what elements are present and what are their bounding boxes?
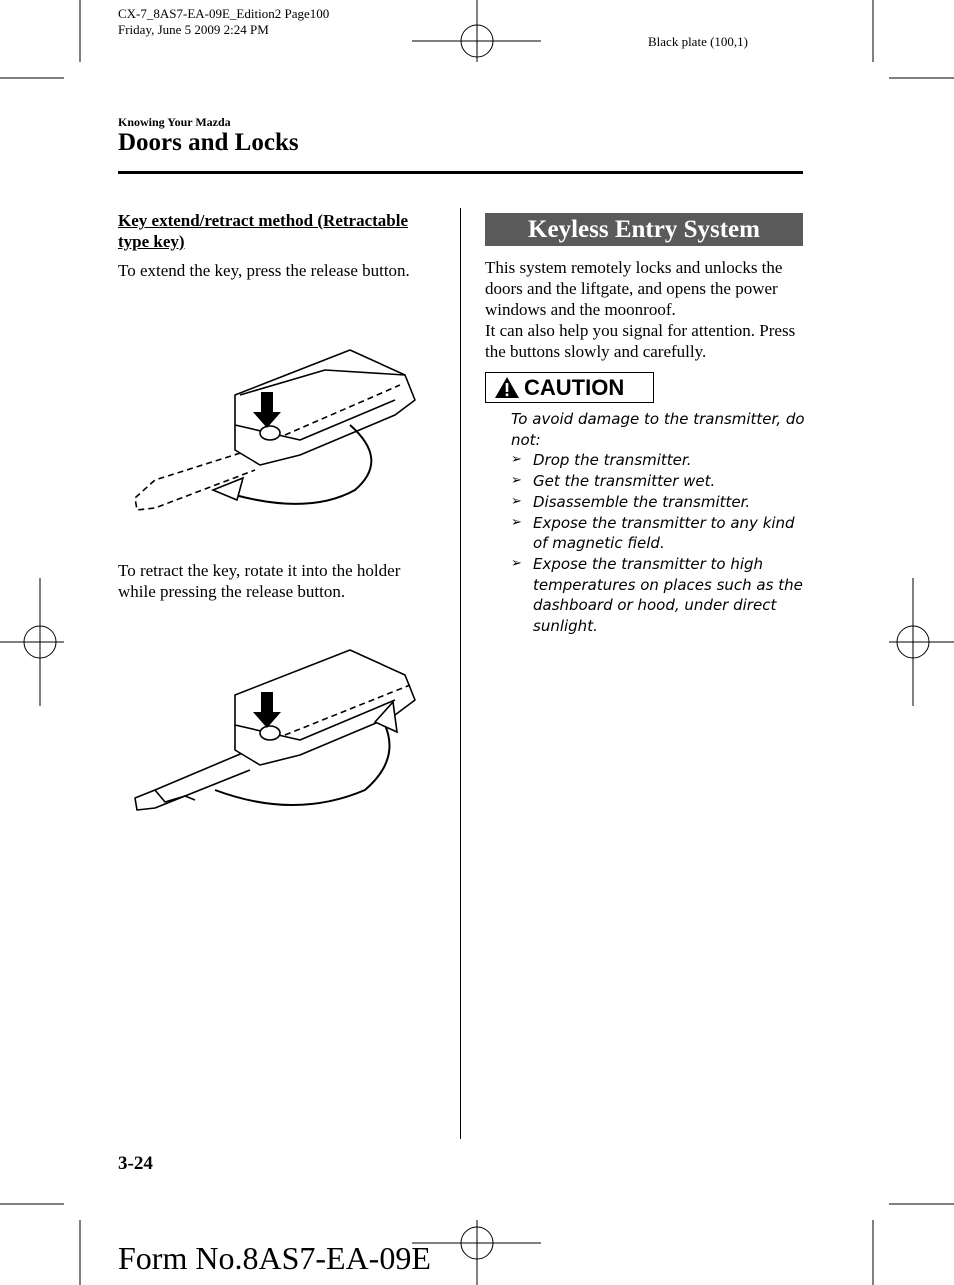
print-header — [118, 6, 329, 38]
arrow-bullet-icon: ➢ — [511, 555, 522, 571]
key-extend-illustration — [125, 340, 425, 520]
section-label: Knowing Your Mazda — [118, 115, 231, 129]
column-divider — [460, 208, 461, 1139]
extend-instruction: To extend the key, press the release button. — [118, 261, 410, 280]
key-method-subheading: Key extend/retract method (Retractable type key) — [118, 211, 408, 251]
key-retract-illustration — [125, 640, 425, 820]
caution-label: CAUTION — [524, 374, 625, 400]
arrow-bullet-icon: ➢ — [511, 452, 522, 468]
caution-box — [485, 372, 654, 403]
caution-item: Expose the transmitter to high temperatures on places such as the dashboard or hood, under direct sunlight. — [533, 554, 803, 636]
page-number: 3-24 — [118, 1153, 153, 1174]
warning-icon — [494, 376, 520, 399]
caution-list — [511, 450, 811, 636]
form-number: Form No.8AS7-EA-09E — [118, 1240, 431, 1276]
intro-paragraph: It can also help you signal for attention. Press the buttons slowly and carefully. — [485, 321, 796, 361]
keyless-intro — [485, 257, 803, 362]
keyless-entry-banner: Keyless Entry System — [485, 213, 803, 246]
plate-info: Black plate (100,1) — [648, 34, 748, 49]
caution-item: Drop the transmitter. — [533, 451, 692, 470]
list-item — [511, 471, 811, 492]
print-header-line1: CX-7_8AS7-EA-09E_Edition2 Page100 — [118, 6, 330, 21]
page-title: Doors and Locks — [118, 129, 299, 156]
list-item — [511, 492, 811, 513]
arrow-bullet-icon: ➢ — [511, 514, 522, 530]
caution-item: Expose the transmitter to any kind of magnetic field. — [533, 513, 795, 553]
print-header-line2: Friday, June 5 2009 2:24 PM — [118, 22, 269, 37]
arrow-bullet-icon: ➢ — [511, 493, 522, 509]
caution-item: Disassemble the transmitter. — [533, 492, 751, 511]
arrow-bullet-icon: ➢ — [511, 473, 522, 489]
list-item — [511, 554, 811, 637]
list-item — [511, 450, 811, 471]
retract-instruction: To retract the key, rotate it into the holder while pressing the release button. — [118, 561, 401, 601]
caution-text — [511, 409, 811, 637]
title-rule — [118, 171, 803, 174]
caution-lead: To avoid damage to the transmitter, do not: — [511, 410, 805, 449]
intro-paragraph: This system remotely locks and unlocks the doors and the liftgate, and opens the power windows and the moonroof. — [485, 258, 783, 319]
list-item — [511, 513, 811, 554]
caution-item: Get the transmitter wet. — [533, 472, 716, 491]
